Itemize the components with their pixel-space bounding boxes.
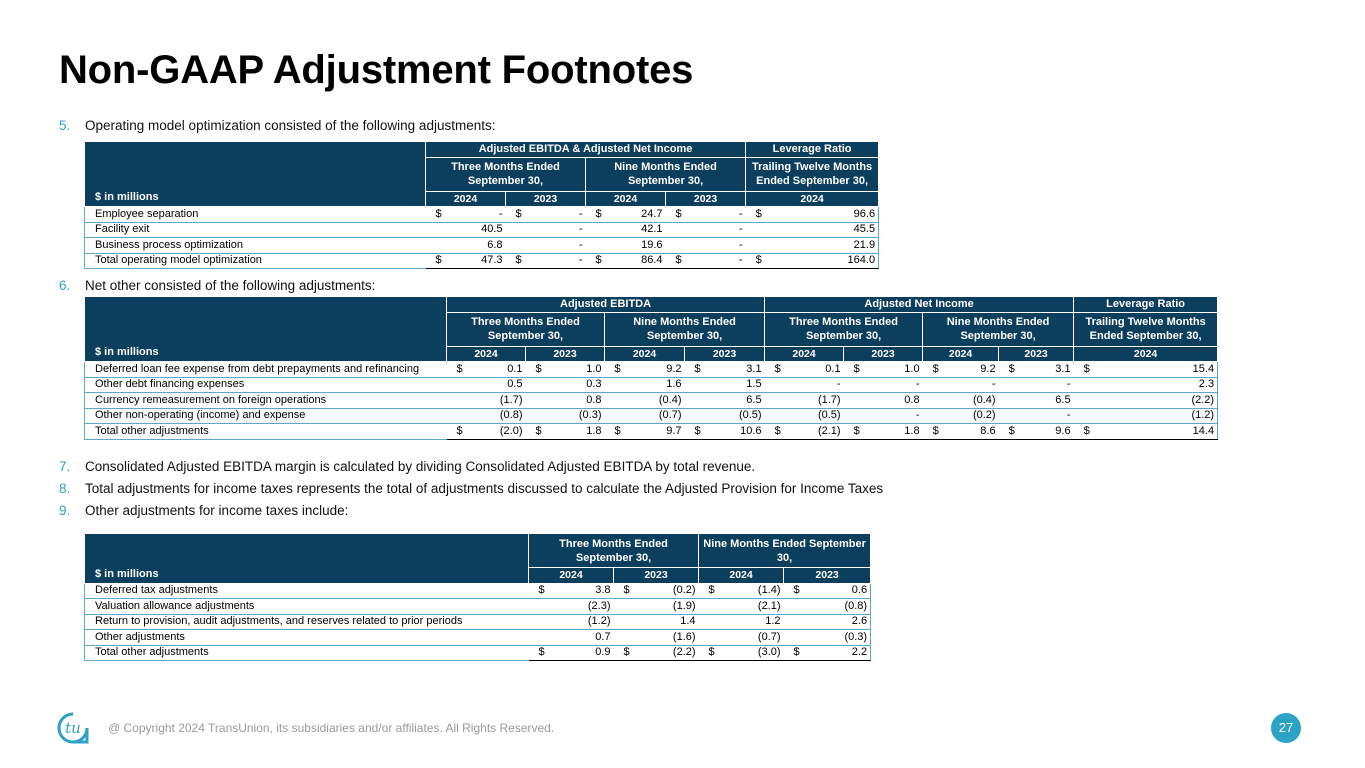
currency-sign [605,377,629,393]
row-label: Total other adjustments [85,424,447,440]
currency-sign: $ [923,362,947,378]
net-other-adjustments-table [84,296,1218,440]
period-header: Nine Months Ended September 30, [923,312,1074,346]
value-cell: (1.6) [642,630,699,646]
currency-sign: $ [605,362,629,378]
transunion-logo-icon [56,711,90,745]
value-cell: 0.1 [471,362,526,378]
currency-sign: $ [586,207,610,223]
period-header: Three Months Ended September 30, [447,312,605,346]
value-cell: 86.4 [610,253,666,269]
currency-sign [1074,393,1098,409]
row-label: Valuation allowance adjustments [85,599,529,615]
period-header: Nine Months Ended September 30, [586,157,746,191]
footnote-number: 9. [59,503,71,518]
value-cell: 2.3 [1098,377,1218,393]
value-cell: - [1023,408,1074,424]
value-cell: 1.0 [550,362,605,378]
currency-sign [526,377,550,393]
value-cell: - [690,253,746,269]
currency-sign [1074,408,1098,424]
currency-sign: $ [506,207,530,223]
value-cell: (0.4) [629,393,685,409]
value-cell: 0.5 [471,377,526,393]
currency-sign [746,238,770,254]
currency-sign [784,614,812,630]
currency-sign: $ [526,362,550,378]
group-header: Leverage Ratio [1074,297,1218,313]
value-cell: (2.3) [557,599,614,615]
currency-sign: $ [426,253,450,269]
currency-sign: $ [699,583,727,599]
page-title: Non-GAAP Adjustment Footnotes [59,48,694,92]
value-cell: - [530,222,586,238]
currency-sign [666,222,690,238]
year-header: 2024 [529,568,614,584]
table-row [85,393,1218,409]
footnote-6 [59,278,375,293]
currency-sign [614,614,642,630]
currency-sign [765,377,789,393]
group-header: Leverage Ratio [746,142,879,158]
row-label: Facility exit [85,222,426,238]
value-cell: - [530,238,586,254]
value-cell: 164.0 [770,253,879,269]
copyright-text: @ Copyright 2024 TransUnion, its subsidiaries and/or affiliates. All Rights Reserved. [108,721,555,735]
table-total-row [85,645,871,661]
currency-sign [506,238,530,254]
currency-sign: $ [765,424,789,440]
currency-sign [529,630,557,646]
currency-sign: $ [923,424,947,440]
currency-sign: $ [614,645,642,661]
value-cell: 1.4 [642,614,699,630]
currency-sign: $ [605,424,629,440]
footnote-number: 8. [59,481,71,496]
footnote-text: Total adjustments for income taxes represents the total of adjustments discussed to calculate the Adjusted Provision for Income Taxes [85,481,884,496]
currency-sign [699,614,727,630]
currency-sign [666,238,690,254]
currency-sign: $ [999,424,1023,440]
currency-sign: $ [586,253,610,269]
currency-sign: $ [447,424,471,440]
row-label: Currency remeasurement on foreign operations [85,393,447,409]
row-label: Deferred tax adjustments [85,583,529,599]
table-total-row [85,424,1218,440]
value-cell: (0.8) [812,599,871,615]
table-row [85,207,879,223]
year-header: 2024 [746,191,879,207]
currency-sign [844,408,868,424]
value-cell: (1.2) [1098,408,1218,424]
year-header: 2023 [614,568,699,584]
period-header: Nine Months Ended September 30, [699,534,871,568]
table-row [85,614,871,630]
value-cell: - [947,377,999,393]
currency-sign: $ [999,362,1023,378]
year-header: 2024 [447,346,526,362]
value-cell: (0.7) [629,408,685,424]
row-label: Total operating model optimization [85,253,426,269]
year-header: 2024 [586,191,666,207]
currency-sign [426,222,450,238]
currency-sign [923,377,947,393]
value-cell: (3.0) [727,645,784,661]
value-cell: 3.1 [709,362,765,378]
value-cell: 15.4 [1098,362,1218,378]
value-cell: 6.5 [709,393,765,409]
currency-sign [1074,377,1098,393]
currency-sign: $ [844,424,868,440]
value-cell: 24.7 [610,207,666,223]
value-cell: (1.4) [727,583,784,599]
currency-sign [999,377,1023,393]
value-cell: (0.3) [812,630,871,646]
currency-sign [586,222,610,238]
period-header: Trailing Twelve Months Ended September 30, [1074,312,1218,346]
value-cell: - [690,207,746,223]
value-cell: (1.2) [557,614,614,630]
footnote-9 [59,503,348,518]
row-label: Employee separation [85,207,426,223]
currency-sign: $ [784,583,812,599]
group-header: Adjusted EBITDA & Adjusted Net Income [426,142,746,158]
value-cell: 0.6 [812,583,871,599]
value-cell: (0.2) [947,408,999,424]
group-header: Adjusted EBITDA [447,297,765,313]
table-row [85,377,1218,393]
currency-sign: $ [529,645,557,661]
group-header: Adjusted Net Income [765,297,1074,313]
currency-sign [999,393,1023,409]
value-cell: (0.4) [947,393,999,409]
value-cell: 0.9 [557,645,614,661]
currency-sign: $ [699,645,727,661]
currency-sign [614,599,642,615]
page-number: 27 [1271,713,1301,743]
value-cell: - [530,253,586,269]
value-cell: 0.3 [550,377,605,393]
year-header: 2023 [526,346,605,362]
currency-sign [529,614,557,630]
currency-sign: $ [666,253,690,269]
currency-sign: $ [685,362,709,378]
units-header: $ in millions [85,534,529,584]
currency-sign [605,393,629,409]
year-header: 2023 [666,191,746,207]
value-cell: 40.5 [450,222,506,238]
currency-sign: $ [1074,362,1098,378]
year-header: 2024 [426,191,506,207]
value-cell: (2.1) [727,599,784,615]
table-row [85,583,871,599]
year-header: 2023 [685,346,765,362]
currency-sign [765,393,789,409]
value-cell: 9.6 [1023,424,1074,440]
currency-sign [784,630,812,646]
value-cell: (0.5) [709,408,765,424]
currency-sign [685,377,709,393]
year-header: 2024 [605,346,685,362]
currency-sign: $ [784,645,812,661]
value-cell: (0.2) [642,583,699,599]
value-cell: 2.2 [812,645,871,661]
year-header: 2023 [999,346,1074,362]
currency-sign: $ [529,583,557,599]
table-row [85,238,879,254]
value-cell: 6.8 [450,238,506,254]
currency-sign [685,408,709,424]
currency-sign: $ [746,253,770,269]
value-cell: 1.8 [868,424,923,440]
value-cell: 1.0 [868,362,923,378]
currency-sign: $ [447,362,471,378]
value-cell: - [789,377,844,393]
currency-sign [447,408,471,424]
units-header: $ in millions [85,142,426,207]
value-cell: 0.8 [550,393,605,409]
value-cell: 2.6 [812,614,871,630]
value-cell: 9.7 [629,424,685,440]
footnote-number: 5. [59,118,71,133]
value-cell: (2.1) [789,424,844,440]
value-cell: 96.6 [770,207,879,223]
currency-sign [426,238,450,254]
currency-sign [526,408,550,424]
currency-sign: $ [746,207,770,223]
table-row [85,630,871,646]
table-row [85,599,871,615]
currency-sign [685,393,709,409]
period-header: Nine Months Ended September 30, [605,312,765,346]
year-header: 2024 [923,346,999,362]
currency-sign: $ [765,362,789,378]
income-tax-adjustments-table [84,533,871,661]
table-row [85,222,879,238]
value-cell: 0.8 [868,393,923,409]
currency-sign [614,630,642,646]
value-cell: 0.1 [789,362,844,378]
footnote-number: 7. [59,459,71,474]
value-cell: 19.6 [610,238,666,254]
value-cell: (2.2) [642,645,699,661]
value-cell: (2.2) [1098,393,1218,409]
value-cell: (2.0) [471,424,526,440]
operating-model-optimization-table [84,141,879,269]
row-label: Return to provision, audit adjustments, and reserves related to prior periods [85,614,529,630]
units-header: $ in millions [85,297,447,362]
currency-sign: $ [614,583,642,599]
row-label: Other debt financing expenses [85,377,447,393]
row-label: Other adjustments [85,630,529,646]
value-cell: 10.6 [709,424,765,440]
currency-sign [844,377,868,393]
value-cell: (0.5) [789,408,844,424]
value-cell: - [868,408,923,424]
value-cell: 3.1 [1023,362,1074,378]
currency-sign [923,393,947,409]
value-cell: (1.9) [642,599,699,615]
value-cell: (1.7) [471,393,526,409]
year-header: 2023 [784,568,871,584]
currency-sign [586,238,610,254]
currency-sign: $ [1074,424,1098,440]
value-cell: 3.8 [557,583,614,599]
row-label: Other non-operating (income) and expense [85,408,447,424]
value-cell: 9.2 [629,362,685,378]
logo-text: tu [65,719,81,737]
year-header: 2024 [765,346,844,362]
year-header: 2024 [699,568,784,584]
value-cell: 1.8 [550,424,605,440]
currency-sign [746,222,770,238]
value-cell: 0.7 [557,630,614,646]
currency-sign: $ [844,362,868,378]
currency-sign: $ [666,207,690,223]
value-cell: - [530,207,586,223]
currency-sign [923,408,947,424]
value-cell: 42.1 [610,222,666,238]
value-cell: 14.4 [1098,424,1218,440]
footnote-text: Consolidated Adjusted EBITDA margin is calculated by dividing Consolidated Adjusted EBITDA by total revenue. [85,459,756,474]
row-label: Deferred loan fee expense from debt prepayments and refinancing [85,362,447,378]
footnote-number: 6. [59,278,71,293]
currency-sign [447,393,471,409]
currency-sign: $ [426,207,450,223]
footnote-8 [59,481,883,496]
currency-sign [529,599,557,615]
value-cell: - [690,222,746,238]
currency-sign [447,377,471,393]
value-cell: - [868,377,923,393]
value-cell: - [450,207,506,223]
value-cell: 9.2 [947,362,999,378]
footnote-5 [59,118,495,133]
currency-sign: $ [526,424,550,440]
year-header: 2024 [1074,346,1218,362]
value-cell: 45.5 [770,222,879,238]
value-cell: - [690,238,746,254]
period-header: Three Months Ended September 30, [765,312,923,346]
period-header: Three Months Ended September 30, [426,157,586,191]
footnote-7 [59,459,755,474]
value-cell: 47.3 [450,253,506,269]
currency-sign [765,408,789,424]
currency-sign [506,222,530,238]
footnote-text: Operating model optimization consisted of the following adjustments: [85,118,496,133]
table-total-row [85,253,879,269]
footnote-text: Net other consisted of the following adjustments: [85,278,376,293]
currency-sign [605,408,629,424]
currency-sign [699,599,727,615]
value-cell: 1.5 [709,377,765,393]
period-header: Three Months Ended September 30, [529,534,699,568]
table-row [85,362,1218,378]
currency-sign: $ [685,424,709,440]
value-cell: (0.7) [727,630,784,646]
currency-sign [844,393,868,409]
value-cell: 1.2 [727,614,784,630]
row-label: Total other adjustments [85,645,529,661]
period-header: Trailing Twelve Months Ended September 30, [746,157,879,191]
row-label: Business process optimization [85,238,426,254]
value-cell: - [1023,377,1074,393]
currency-sign [784,599,812,615]
table-row [85,408,1218,424]
currency-sign [699,630,727,646]
year-header: 2023 [506,191,586,207]
footnote-text: Other adjustments for income taxes include: [85,503,349,518]
value-cell: (0.8) [471,408,526,424]
value-cell: 21.9 [770,238,879,254]
year-header: 2023 [844,346,923,362]
value-cell: 6.5 [1023,393,1074,409]
value-cell: 1.6 [629,377,685,393]
currency-sign [999,408,1023,424]
value-cell: 8.6 [947,424,999,440]
value-cell: (0.3) [550,408,605,424]
currency-sign [526,393,550,409]
currency-sign: $ [506,253,530,269]
value-cell: (1.7) [789,393,844,409]
